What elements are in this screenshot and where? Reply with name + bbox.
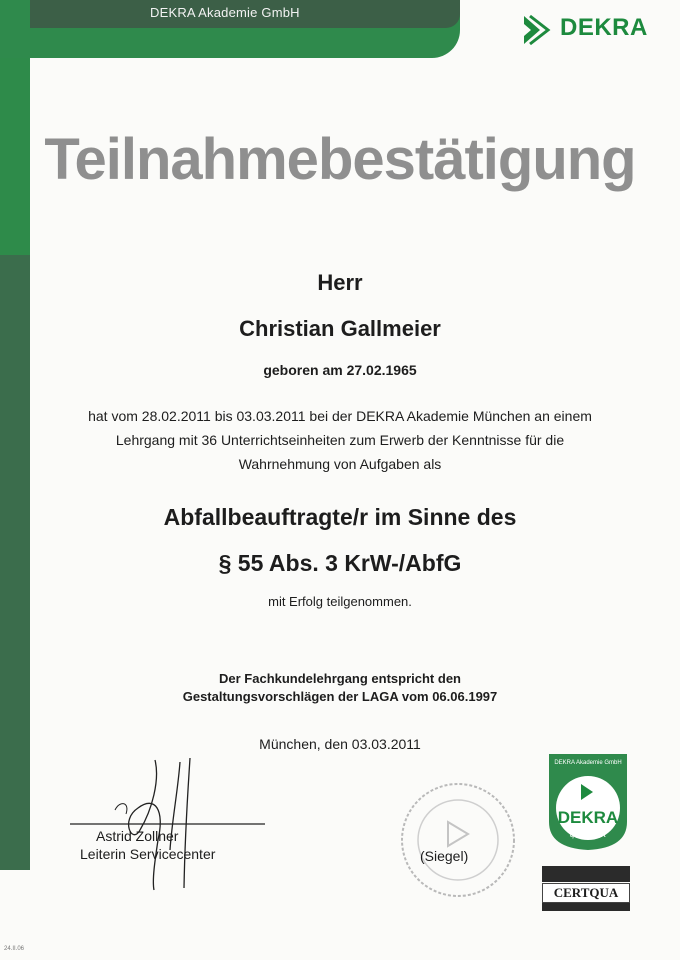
- salutation: Herr: [317, 270, 363, 295]
- footer-stamp: 24.II.06: [4, 946, 25, 952]
- place-date: München, den 03.03.2011: [259, 736, 421, 752]
- success-text: mit Erfolg teilgenommen.: [268, 594, 412, 609]
- certqua-top-bar: [542, 866, 630, 882]
- note-line: Gestaltungsvorschlägen der LAGA vom 06.06.1997: [182, 689, 498, 704]
- note-line: Der Fachkundelehrgang entspricht den: [219, 671, 461, 686]
- seal-stamp-icon: [396, 778, 520, 902]
- course-title-line1: Abfallbeauftragte/r im Sinne des: [163, 504, 517, 530]
- dekra-logo-text: DEKRA: [560, 14, 648, 41]
- badge-title: DEKRA: [557, 808, 619, 827]
- course-title-line2: § 55 Abs. 3 KrW-/AbfG: [218, 550, 462, 576]
- badge-subtitle: qualifiziert: [569, 830, 606, 839]
- certqua-bottom-bar: [542, 903, 630, 911]
- laga-note: [0, 670, 680, 706]
- badge-arc-text: DEKRA Akademie GmbH: [554, 760, 622, 766]
- description-line: hat vom 28.02.2011 bis 03.03.2011 bei der DEKRA Akademie München an einem: [88, 408, 592, 424]
- description-line: Wahrnehmung von Aufgaben als: [238, 456, 442, 472]
- description-line: Lehrgang mit 36 Unterrichtseinheiten zum Erwerb der Kenntnisse für die: [115, 432, 565, 448]
- signatory-role: Leiterin Servicecenter: [80, 846, 216, 862]
- signatory-name: Astrid Zollner: [96, 828, 179, 844]
- header-organisation: DEKRA Akademie GmbH: [150, 5, 300, 20]
- seal-label: (Siegel): [420, 848, 469, 864]
- participant-name: Christian Gallmeier: [239, 316, 441, 341]
- certqua-logo: CERTQUA: [542, 883, 630, 903]
- signature-drawing: [60, 750, 280, 900]
- document-title: Teilnahmebestätigung: [44, 127, 636, 192]
- birth-date: geboren am 27.02.1965: [263, 362, 417, 378]
- course-description: [0, 404, 680, 476]
